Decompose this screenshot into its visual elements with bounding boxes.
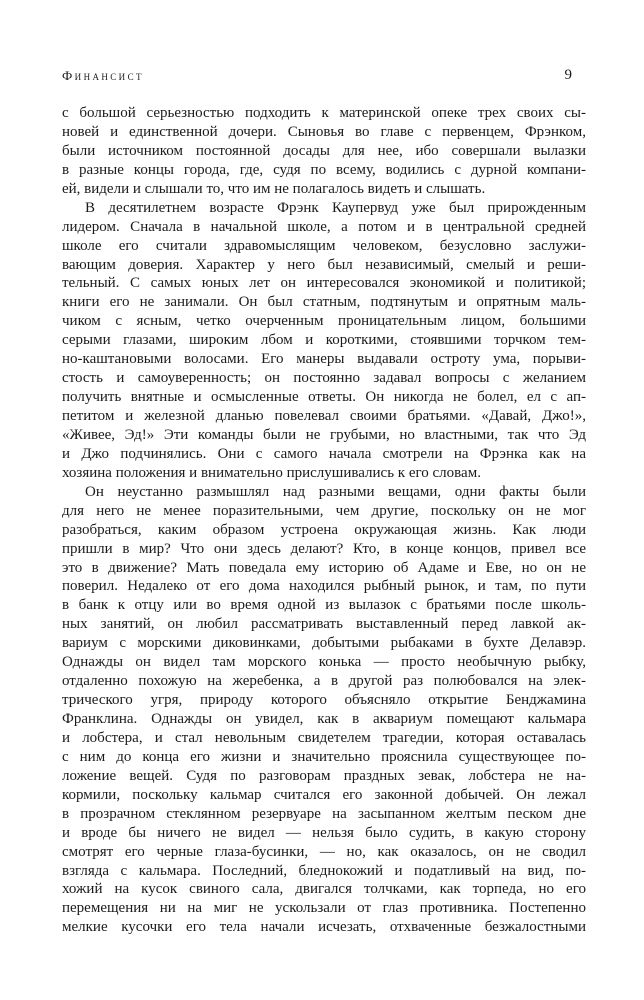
text-line: трического угря, природу которого объясняло открытие Бенджамина (62, 692, 586, 709)
text-line: новей и единственной дочери. Сыновья во главе с первенцем, Фрэнком, (62, 123, 586, 140)
text-line: Франклина. Однажды он увидел, как в аквариум помещают кальмара (62, 711, 586, 727)
text-line: взгляда с кальмара. Последний, бледнокожий и податливый на вид, по- (62, 862, 586, 879)
text-line: в разные концы города, где, судя по всему, водились с дурной компани- (62, 161, 586, 178)
text-line: В десятилетнем возрасте Фрэнк Каупервуд уже был прирожденным (85, 199, 586, 216)
running-head-title: Финансист (62, 68, 144, 83)
paragraph (62, 104, 586, 199)
text-line: тельный. С самых юных лет он интересовался экономикой и политикой; (62, 275, 586, 292)
text-line: хозяина положения и внимательно прислушивались к его словам. (62, 464, 481, 481)
text-line: это в движение? Мать поведала ему историю об Адаме и Еве, но он не (62, 559, 586, 576)
text-line: серыми глазами, широким лбом и короткими, стоявшими торчком тем- (62, 332, 586, 349)
text-line: вающим доверия. Характер у него был независимый, смелый и реши- (62, 256, 586, 273)
body-text (62, 104, 586, 937)
text-line: лидером. Сначала в начальной школе, а потом и в центральной средней (62, 218, 586, 235)
text-line: были источником постоянной досады для нее, ибо совершали вылазки (62, 142, 586, 159)
text-line: для него не менее поразительными, чем другие, поскольку он не мог (62, 502, 586, 519)
text-line: книги его не занимали. Он был статным, подтянутым и опрятным маль- (62, 294, 586, 311)
text-line: и Джо подчинялись. Они с самого начала смотрели на Фрэнка как на (62, 445, 586, 462)
paragraph (62, 199, 586, 483)
text-line: и лобстера, и стал невольным свидетелем трагедии, которая оставалась (62, 729, 586, 746)
text-line: ей, видели и слышали то, что им не полагалось видеть и слышать. (62, 180, 486, 197)
text-line: ных занятий, он любил рассматривать выставленный перед лавкой ак- (62, 616, 586, 633)
text-line: в прозрачном стеклянном резервуаре на засыпанном желтым песком дне (62, 805, 586, 822)
text-line: вариум с морскими диковинками, добытыми рыбаками в бухте Делавэр. (62, 635, 586, 652)
text-line: ложение вещей. Судя по разговорам праздных зевак, лобстера не на- (62, 767, 586, 784)
text-line: Однажды он видел там морского конька — просто необычную рыбку, (62, 654, 586, 671)
text-line: с большой серьезностью подходить к материнской опеке трех своих сы- (62, 105, 586, 121)
text-line: петитом и железной дланью повелевал своими братьями. «Давай, Джо!», (62, 408, 586, 424)
text-line: с ним до конца его жизни и значительно прояснила существующее по- (62, 748, 586, 765)
text-line: и вроде бы ничего не видел — нельзя было судить, в какую сторону (62, 824, 586, 841)
text-line: отдаленно похожую на жеребенка, а в другой раз полюбовался на элек- (62, 673, 586, 690)
text-line: поверил. Недалеко от его дома находился рыбный рынок, и там, по пути (62, 578, 586, 595)
text-line: хожий на кусок свиного сала, двигался толчками, как торпеда, но его (62, 881, 586, 898)
page-number: 9 (564, 67, 572, 83)
text-line: пришли в мир? Что они здесь делают? Кто, в конце концов, привел все (62, 540, 586, 557)
text-line: школе его считали здравомыслящим человеком, безусловно заслужи- (62, 237, 586, 254)
text-line: мелкие кусочки его тела начали исчезать, отхваченные безжалостными (62, 919, 586, 936)
text-line: но-каштановыми волосами. Его манеры выдавали остроту ума, порыви- (62, 351, 586, 368)
text-line: Он неустанно размышлял над разными вещами, одни факты были (85, 483, 586, 500)
text-line: в банк к отцу или во время одной из вылазок с братьями после школь- (62, 597, 586, 614)
paragraph (62, 483, 586, 938)
text-line: разобраться, каким образом устроена окружающая жизнь. Как люди (62, 521, 586, 538)
text-line: получить внятные и осмысленные ответы. Он никогда не болел, ел с ап- (62, 389, 586, 406)
text-line: кормили, поскольку кальмар считался его законной добычей. Он лежал (62, 786, 586, 803)
text-line: перемещения ни на миг не ускользали от глаз противника. Постепенно (62, 900, 586, 917)
text-line: смотрят его черные глаза-бусинки, — но, как оказалось, он не сводил (62, 843, 586, 860)
text-line: «Живее, Эд!» Эти команды были не грубыми, но властными, так что Эд (62, 426, 586, 443)
text-line: стость и самоуверенность; он постоянно задавал вопросы с желанием (62, 370, 586, 387)
text-line: чиком с ясным, четко очерченным проницательным лицом, большими (62, 313, 586, 330)
